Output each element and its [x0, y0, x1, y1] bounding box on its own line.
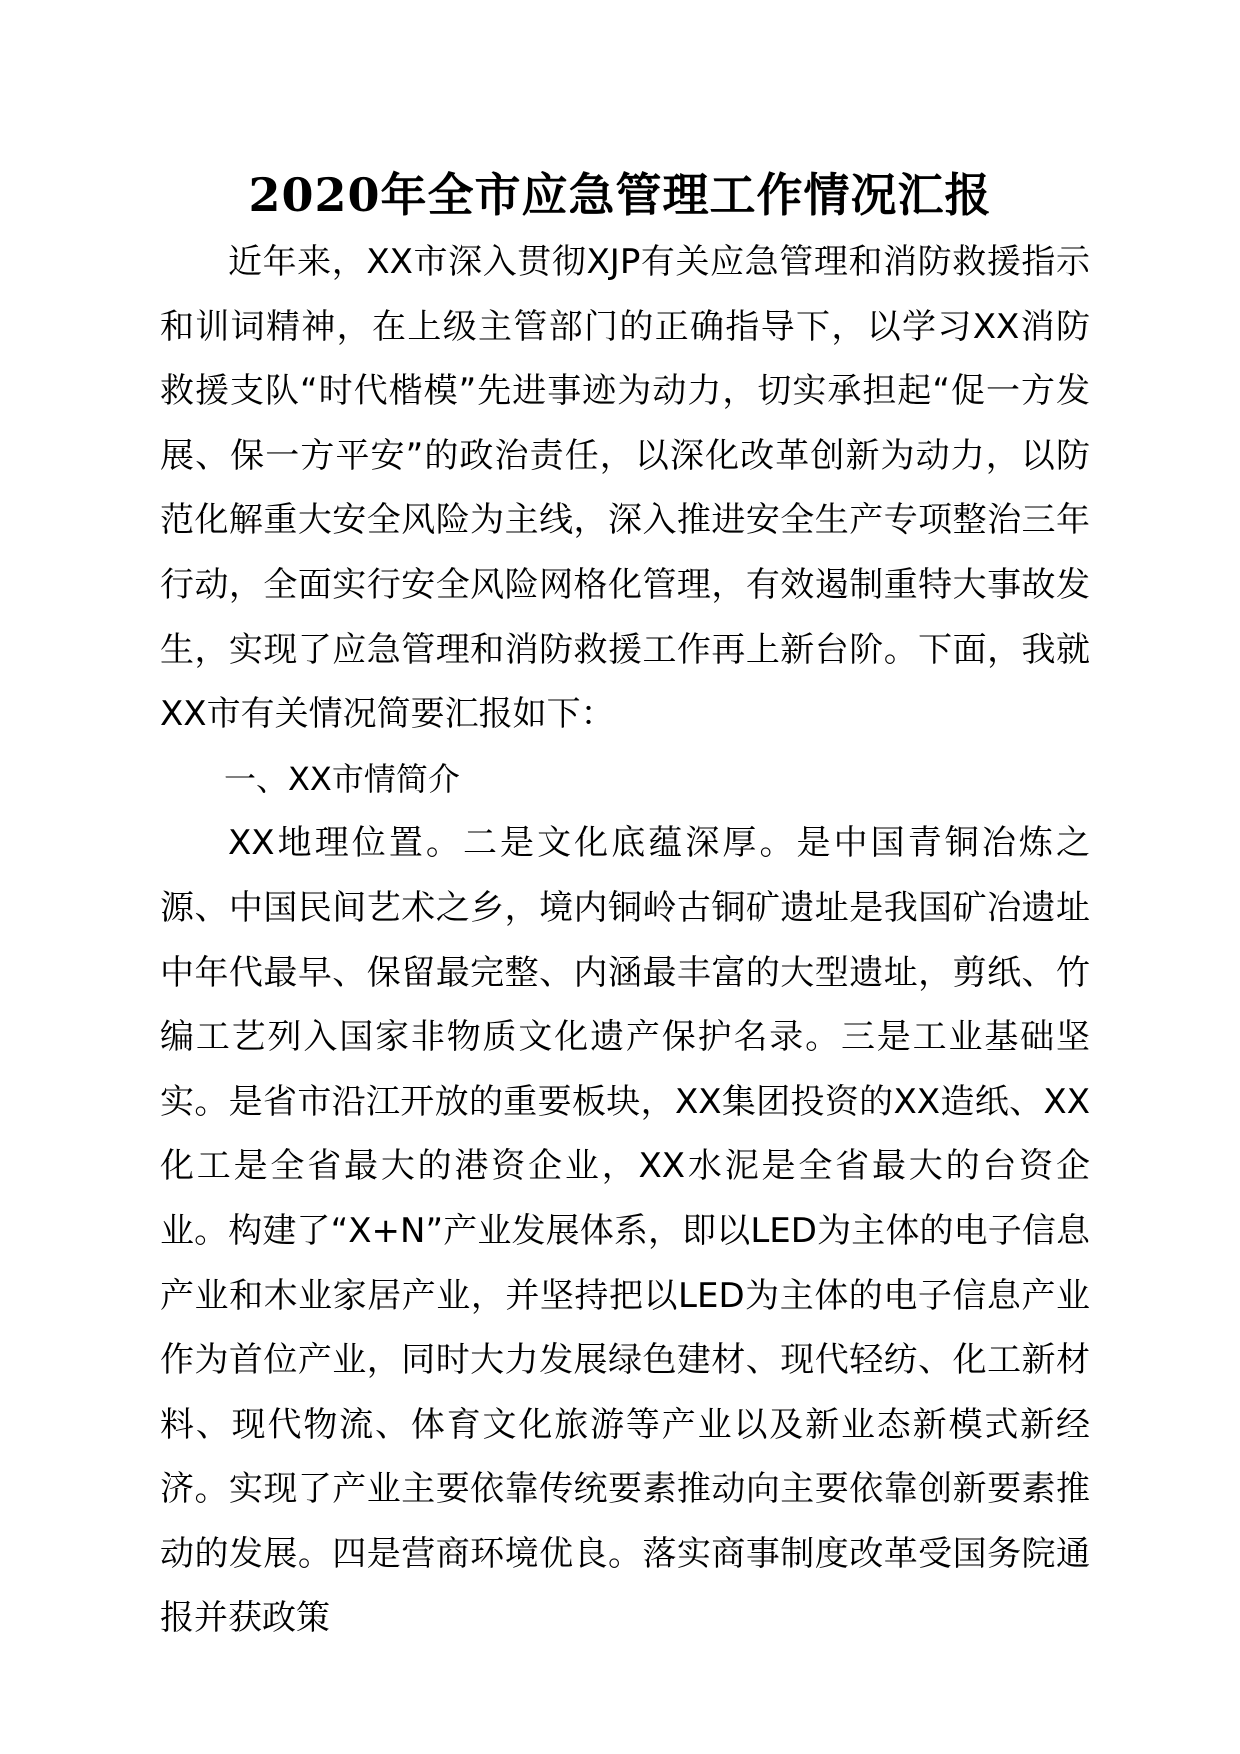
document-body [160, 230, 1090, 1651]
city-overview-paragraph: XX地理位置。二是文化底蕴深厚。是中国青铜冶炼之源、中国民间艺术之乡，境内铜岭古铜矿遗址是我国矿冶遗址中年代最早、保留最完整、内涵最丰富的大型遗址，剪纸、竹编工艺列入国家非物质文化遗产保护名录。三是工业基础坚实。是省市沿江开放的重要板块，XX集团投资的XX造纸、XX化工是全省最大的港资企业，XX水泥是全省最大的台资企业。构建了“X+N”产业发展体系，即以LED为主体的电子信息产业和木业家居产业，并坚持把以LED为主体的电子信息产业作为首位产业，同时大力发展绿色建材、现代轻纺、化工新材料、现代物流、体育文化旅游等产业以及新业态新模式新经济。实现了产业主要依靠传统要素推动向主要依靠创新要素推动的发展。四是营商环境优良。落实商事制度改革受国务院通报并获政策 [160, 823, 1090, 1639]
section-heading: 一、XX市情简介 [224, 759, 460, 798]
intro-paragraph: 近年来，XX市深入贯彻XJP有关应急管理和消防救援指示和训词精神，在上级主管部门的正确指导下，以学习XX消防救援支队“时代楷模”先进事迹为动力，切实承担起“促一方发展、保一方平安”的政治责任，以深化改革创新为动力，以防范化解重大安全风险为主线，深入推进安全生产专项整治三年行动，全面实行安全风险网格化管理，有效遏制重特大事故发生，实现了应急管理和消防救援工作再上新台阶。下面，我就XX市有关情况简要汇报如下： [160, 242, 1090, 735]
document-title: 2020年全市应急管理工作情况汇报 [248, 168, 992, 222]
